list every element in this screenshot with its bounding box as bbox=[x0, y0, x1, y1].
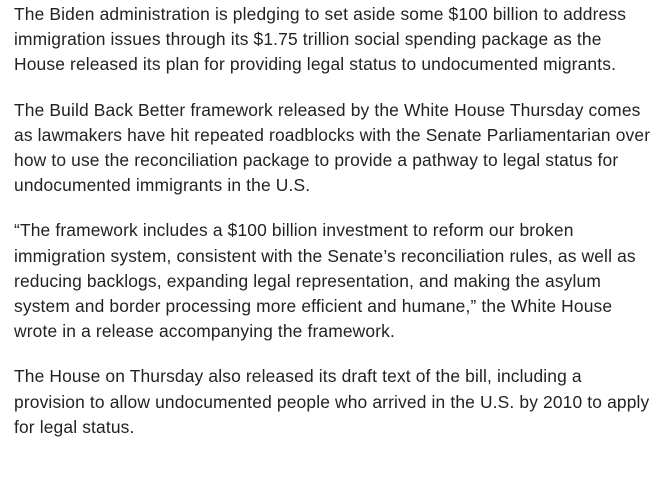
article-paragraph-2: The Build Back Better framework released by the White House Thursday comes as lawmakers have hit repeated roadblocks with the Senate Parliamentarian over how to use the reconciliation package to provide a pathway to legal status for undocumented immigrants in the U.S. bbox=[14, 99, 651, 196]
article-paragraph-3: “The framework includes a $100 billion investment to reform our broken immigration system, consistent with the Senate’s reconciliation rules, as well as reducing backlogs, expanding legal representation, and making the asylum system and border processing more efficient and humane,” the White House wrote in a release accompanying the framework. bbox=[14, 220, 636, 342]
article-paragraph-4: The House on Thursday also released its draft text of the bill, including a provision to allow undocumented people who arrived in the U.S. by 2010 to apply for legal status. bbox=[14, 366, 650, 437]
article-paragraph-1: The Biden administration is pledging to set aside some $100 billion to address immigration issues through its $1.75 trillion social spending package as the House released its plan for providing legal status to undocumented migrants. bbox=[14, 4, 627, 75]
